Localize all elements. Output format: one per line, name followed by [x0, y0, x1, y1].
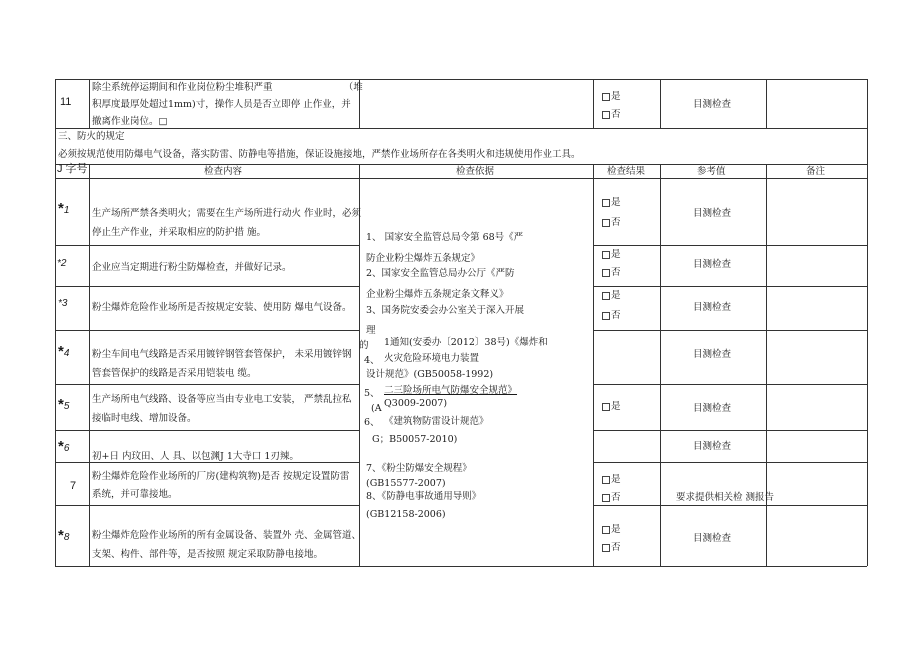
checkbox-label: 是 — [611, 474, 621, 485]
checkbox-box — [602, 526, 610, 534]
row-number: *3 — [58, 298, 68, 309]
basis-line: Q3009-2007) — [384, 398, 448, 409]
checkbox-box — [602, 93, 610, 101]
row-content-line: 粉尘车间电气线路是否采用镀锌钢管套管保护， 未采用镀锌钢 — [92, 349, 352, 360]
row-number: 7 — [70, 480, 77, 492]
checkbox-box — [602, 476, 610, 484]
reference-value: 目测检查 — [693, 349, 732, 360]
reference-value: 目测检查 — [693, 208, 732, 219]
checkbox-box — [602, 199, 610, 207]
basis-line: 2、国家安全监管总局办公厅《严防 — [366, 268, 515, 279]
checkbox-label: 否 — [611, 492, 621, 503]
section-title: 三、防火的规定 — [58, 131, 125, 142]
checkbox-label: 是 — [611, 249, 621, 260]
checkbox-no[interactable] — [602, 309, 621, 323]
header-result: 检查结果 — [607, 166, 646, 177]
checkbox-label: 是 — [611, 401, 621, 412]
row-content-line: 停止生产作业，并采取相应的防护措 施。 — [92, 227, 267, 238]
row-content-line: 积厚度最厚处超过1mm)寸，操作人员是否立即停 止作业，并 — [92, 99, 351, 110]
reference-value: 目测检查 — [693, 259, 732, 270]
row-content-line: 管套管保护的线路是否采用铠装电 缆。 — [92, 368, 257, 379]
row-content-line: 粉尘爆炸危险作业场所是否按规定安装、使用防 爆电气设备。 — [92, 302, 352, 313]
checkbox-no[interactable] — [602, 216, 621, 230]
checkbox-no[interactable] — [602, 266, 621, 280]
reference-value: 目测检查 — [693, 302, 732, 313]
row-content-line: 企业应当定期进行粉尘防爆检查，并做好记录。 — [92, 262, 292, 273]
checkbox-no[interactable] — [602, 108, 621, 122]
checkbox-label: 是 — [611, 524, 621, 535]
reference-value: 要求提供相关检 测报告 — [676, 492, 775, 503]
header-number: J 字号 — [57, 163, 88, 175]
checkbox-yes[interactable] — [602, 196, 621, 210]
checkbox-no[interactable] — [602, 491, 621, 505]
checkbox-label: 否 — [611, 542, 621, 553]
row-content-line: 初+日 内玟田、人 具、以包渊J 1大寺口 1刃辣。 — [92, 451, 299, 462]
section-description: 必须按规范使用防爆电气设备，落实防雷、防静电等措施，保证设施接地，严禁作业场所存在各类明火和违规使用作业工具。 — [58, 149, 581, 160]
checkbox-box — [602, 251, 610, 259]
basis-line: 3、国务院安委会办公室关于深入开展 — [366, 305, 525, 316]
basis-line: 6、 — [364, 417, 380, 428]
checkbox-yes[interactable] — [602, 473, 621, 487]
row-content-line: 粉尘爆炸危险作业场所的所有金属设备、装置外 壳、金属管道、 — [92, 530, 362, 541]
row-content-line: 生产场所电气线路、设备等应当由专业电工安装， 严禁乱拉私 — [92, 394, 352, 405]
checkbox-label: 是 — [611, 91, 621, 102]
checkbox-box — [602, 111, 610, 119]
row-number: *2 — [57, 258, 67, 269]
checkbox-box — [602, 403, 610, 411]
header-basis: 检查依据 — [456, 166, 495, 177]
row-number: 11 — [60, 96, 72, 108]
basis-line: 5、 — [364, 388, 380, 399]
reference-value: 目测检查 — [693, 403, 732, 414]
basis-line: (GB15577-2007) — [366, 478, 446, 489]
checkbox-box — [602, 494, 610, 502]
row-content-line: 撤离作业岗位。□ — [92, 116, 168, 127]
checkbox-yes[interactable] — [602, 523, 621, 537]
basis-line: 设计规范》(GB50058-1992) — [366, 369, 494, 380]
checkbox-box — [602, 312, 610, 320]
basis-line: 防企业粉尘爆炸五条规定》 — [366, 253, 481, 264]
checkbox-box — [602, 544, 610, 552]
row-content-line: 粉尘爆炸危险作业场所的厂房(建构筑物)是否 按规定设置防雷 — [92, 471, 350, 482]
basis-line: 7、《粉尘防爆安全规程》 — [366, 463, 472, 474]
row-content-line: 系统，并可靠接地。 — [92, 489, 178, 500]
basis-line: G；B50057-2010) — [372, 434, 458, 445]
checkbox-box — [602, 219, 610, 227]
basis-line: 的 — [359, 340, 369, 351]
checkbox-label: 否 — [611, 217, 621, 228]
basis-line: (GB12158-2006) — [366, 509, 446, 520]
checkbox-yes[interactable] — [602, 90, 621, 104]
row-number: *5 — [58, 396, 70, 413]
row-content-line: 除尘系统停运期间和作业岗位粉尘堆积严重 （堆 — [92, 82, 363, 93]
checkbox-box — [602, 269, 610, 277]
basis-line: 理 — [366, 325, 376, 336]
checkbox-label: 否 — [611, 109, 621, 120]
header-reference: 参考值 — [697, 166, 726, 177]
basis-line: 《建筑物防雷设计规范》 — [384, 416, 489, 427]
basis-line: 二三险场所电气防爆安全规范》 — [384, 385, 518, 396]
checkbox-yes[interactable] — [602, 248, 621, 262]
checkbox-no[interactable] — [602, 541, 621, 555]
row-number: *1 — [58, 200, 70, 217]
basis-line: 8、《防静电事故通用导则》 — [366, 491, 482, 502]
reference-value: 目测检查 — [693, 441, 732, 452]
checkbox-label: 否 — [611, 267, 621, 278]
basis-line: (A — [371, 403, 382, 414]
header-note: 备注 — [806, 166, 826, 177]
checkbox-box — [602, 292, 610, 300]
row-number: *4 — [58, 343, 70, 360]
checkbox-label: 否 — [611, 310, 621, 321]
row-content-line: 支架、构件、部件等，是否按照 规定采取防静电接地。 — [92, 549, 324, 560]
basis-line: 1、 国家安全监管总局令第 68号《严 — [366, 232, 524, 243]
checkbox-label: 是 — [611, 290, 621, 301]
row-number: *8 — [58, 527, 70, 544]
basis-line: 火灾危险环境电力装置 — [384, 353, 480, 364]
checkbox-yes[interactable] — [602, 400, 621, 414]
basis-line: 4、 — [364, 355, 380, 366]
checkbox-yes[interactable] — [602, 289, 621, 303]
row-content-line: 接临时电线、增加设备。 — [92, 413, 197, 424]
reference-value: 目测检查 — [693, 533, 732, 544]
row-number: *6 — [58, 438, 70, 455]
reference-value: 目测检查 — [693, 99, 732, 110]
row-content-line: 生产场所严禁各类明火；需要在生产场所进行动火 作业时，必须 — [92, 208, 362, 219]
header-content: 检查内容 — [204, 166, 243, 177]
checkbox-label: 是 — [611, 197, 621, 208]
basis-line: 企业粉尘爆炸五条规定条文释义》 — [366, 289, 509, 300]
basis-line: 1通知(安委办〔2012〕38号)《爆炸和 — [384, 337, 548, 348]
